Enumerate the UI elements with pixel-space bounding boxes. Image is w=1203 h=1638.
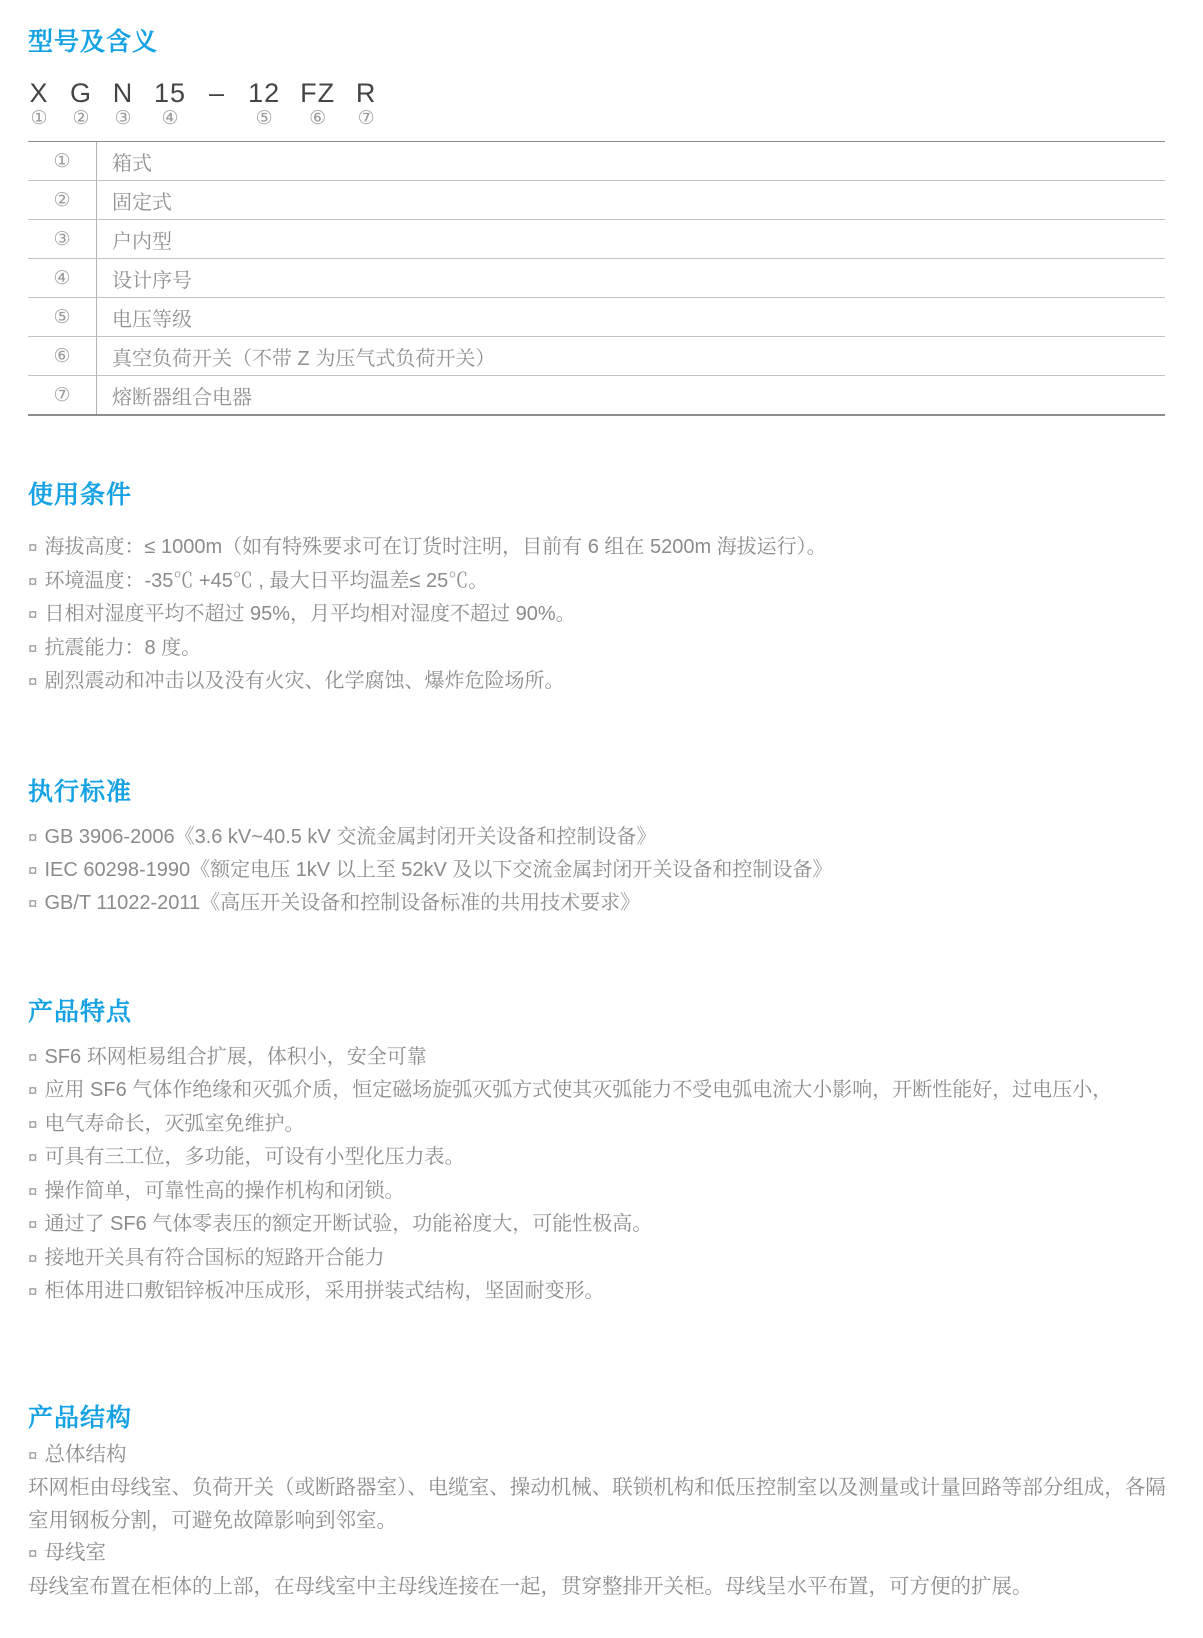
structure-content: [28, 1439, 1185, 1604]
structure-subheading: [28, 1537, 1185, 1571]
standards-list: [28, 821, 1185, 920]
list-item: [28, 821, 1185, 854]
table-row: [28, 181, 1165, 220]
bullet-glyph: ¤: [28, 827, 38, 847]
table-row: [28, 376, 1165, 414]
model-circled-number: ⑤: [255, 108, 273, 129]
model-segment: [206, 78, 228, 108]
list-item: [28, 854, 1185, 887]
table-cell-number: ②: [28, 181, 97, 219]
table-cell-number: ①: [28, 142, 97, 180]
list-item: [28, 565, 1185, 599]
model-char: FZ: [300, 78, 336, 108]
bullet-glyph: ¤: [28, 1248, 38, 1268]
structure-paragraph: 母线室布置在柜体的上部，在母线室中主母线连接在一起，贯穿整排开关柜。母线呈水平布置，可方便的扩展。: [28, 1574, 1033, 1598]
list-item: [28, 632, 1185, 666]
structure-subheading-text: 母线室: [44, 1541, 106, 1564]
usage-section-heading: 使用条件: [28, 481, 133, 509]
list-item-text: 应用 SF6 气体作绝缘和灭弧介质，恒定磁场旋弧灭弧方式使其灭弧能力不受电弧电流大小影响，开断性能好，过电压小，: [44, 1079, 1113, 1101]
structure-section-heading: 产品结构: [28, 1403, 133, 1432]
list-item: [28, 1108, 1185, 1142]
list-item-text: GB 3906-2006《3.6 kV~40.5 kV 交流金属封闭开关设备和控制设备》: [44, 825, 657, 848]
bullet-glyph: ¤: [28, 1047, 38, 1067]
model-segment: [300, 78, 335, 130]
table-row: [28, 298, 1165, 337]
bullet-glyph: ¤: [28, 893, 38, 913]
bullet-glyph: ¤: [28, 1215, 38, 1234]
table-cell-description: 箱式: [112, 152, 152, 175]
model-circled-number: ③: [114, 108, 132, 129]
list-item-text: 日相对湿度平均不超过 95%，月平均相对湿度不超过 90%。: [44, 603, 576, 625]
model-segment: [70, 78, 92, 130]
model-circled-number: ⑦: [357, 108, 375, 129]
list-item: [28, 1175, 1185, 1209]
list-item-text: 剧烈震动和冲击以及没有火灾、化学腐蚀、爆炸危险场所。: [44, 670, 565, 692]
table-cell-description: 设计序号: [112, 269, 192, 292]
bullet-glyph: ¤: [28, 672, 38, 691]
list-item: [28, 665, 1185, 699]
list-item: [28, 598, 1185, 632]
model-segment: [248, 78, 280, 130]
model-segment: [112, 78, 134, 130]
structure-subheading: [28, 1439, 1185, 1473]
bullet-glyph: ¤: [28, 1282, 38, 1301]
bullet-glyph: ¤: [28, 538, 38, 557]
list-item-text: 操作简单，可靠性高的操作机构和闭锁。: [44, 1179, 405, 1202]
model-circled-number: ②: [72, 108, 90, 129]
list-item: [28, 1242, 1185, 1276]
list-item: [28, 1141, 1185, 1175]
bullet-glyph: ¤: [28, 1114, 38, 1134]
model-dash: –: [209, 78, 226, 108]
table-cell-description: 熔断器组合电器: [112, 386, 252, 409]
bullet-glyph: ¤: [28, 571, 38, 591]
model-code: [28, 78, 1185, 130]
model-section-heading: 型号及含义: [28, 28, 159, 56]
table-cell-number: ③: [28, 220, 97, 258]
standards-section-heading: 执行标准: [28, 777, 133, 806]
list-item-text: IEC 60298-1990《额定电压 1kV 以上至 52kV 及以下交流金属封闭开关设备和控制设备》: [44, 858, 833, 881]
list-item: [28, 1275, 1185, 1309]
model-char: 12: [248, 78, 281, 108]
model-segment: [154, 78, 186, 130]
features-section-heading: 产品特点: [28, 997, 133, 1026]
table-cell-number: ④: [28, 259, 97, 297]
structure-subheading-text: 总体结构: [44, 1442, 127, 1466]
list-item-text: 通过了 SF6 气体零表压的额定开断试验，功能裕度大，可能性极高。: [44, 1213, 653, 1235]
list-item-text: 柜体用进口敷铝锌板冲压成形，采用拼装式结构，坚固耐变形。: [44, 1280, 605, 1302]
model-char: R: [355, 78, 377, 108]
table-cell-number: ⑤: [28, 298, 97, 336]
model-meaning-table: [28, 141, 1165, 416]
list-item: [28, 1208, 1185, 1242]
list-item: [28, 1074, 1185, 1108]
table-cell-description: 户内型: [112, 230, 172, 253]
list-item-text: GB/T 11022-2011《高压开关设备和控制设备标准的共用技术要求》: [44, 891, 641, 914]
model-char: X: [29, 78, 49, 108]
bullet-glyph: ¤: [28, 1081, 38, 1100]
structure-paragraph: 环网柜由母线室、负荷开关（或断路器室）、电缆室、操动机械、联锁机构和低压控制室以及测量或计量回路等部分组成，各隔室用钢板分割，可避免故障影响到邻室。: [28, 1476, 1166, 1532]
model-circled-number: ①: [30, 108, 48, 129]
table-row: [28, 337, 1165, 376]
usage-conditions-list: [28, 531, 1185, 699]
list-item-text: 环境温度：-35℃ +45℃ , 最大日平均温差≤ 25℃。: [44, 569, 489, 592]
document-page: [0, 27, 1203, 1603]
model-circled-number: ④: [161, 108, 179, 129]
table-row: [28, 142, 1165, 181]
list-item: [28, 1041, 1185, 1075]
bullet-glyph: ¤: [28, 1148, 38, 1167]
list-item-text: 接地开关具有符合国标的短路开合能力: [44, 1246, 385, 1269]
model-char: N: [112, 78, 134, 108]
model-char: 15: [154, 78, 187, 108]
model-circled-number: ⑥: [309, 108, 327, 129]
model-segment: [355, 78, 377, 130]
table-cell-number: ⑥: [28, 337, 97, 375]
table-cell-description: 固定式: [112, 191, 172, 214]
table-cell-number: ⑦: [28, 376, 97, 414]
list-item: [28, 887, 1185, 920]
bullet-glyph: ¤: [28, 638, 38, 658]
list-item-text: 海拔高度：≤ 1000m（如有特殊要求可在订货时注明，目前有 6 组在 5200m 海拔运行）。: [44, 536, 827, 558]
bullet-glyph: ¤: [28, 605, 38, 624]
table-row: [28, 220, 1165, 259]
list-item-text: 可具有三工位，多功能，可设有小型化压力表。: [44, 1146, 465, 1168]
bullet-glyph: ¤: [28, 860, 38, 880]
bullet-glyph: ¤: [28, 1181, 38, 1201]
table-row: [28, 259, 1165, 298]
model-char: G: [70, 78, 93, 108]
features-list: [28, 1041, 1185, 1309]
list-item-text: 抗震能力：8 度。: [44, 636, 202, 659]
table-cell-description: 电压等级: [112, 308, 192, 331]
list-item-text: SF6 环网柜易组合扩展，体积小，安全可靠: [44, 1045, 427, 1068]
bullet-glyph: ¤: [28, 1544, 38, 1563]
list-item: [28, 531, 1185, 565]
model-segment: [28, 78, 50, 130]
table-cell-description: 真空负荷开关（不带 Z 为压气式负荷开关）: [112, 347, 496, 370]
list-item-text: 电气寿命长，灭弧室免维护。: [44, 1112, 305, 1135]
bullet-glyph: ¤: [28, 1445, 38, 1465]
